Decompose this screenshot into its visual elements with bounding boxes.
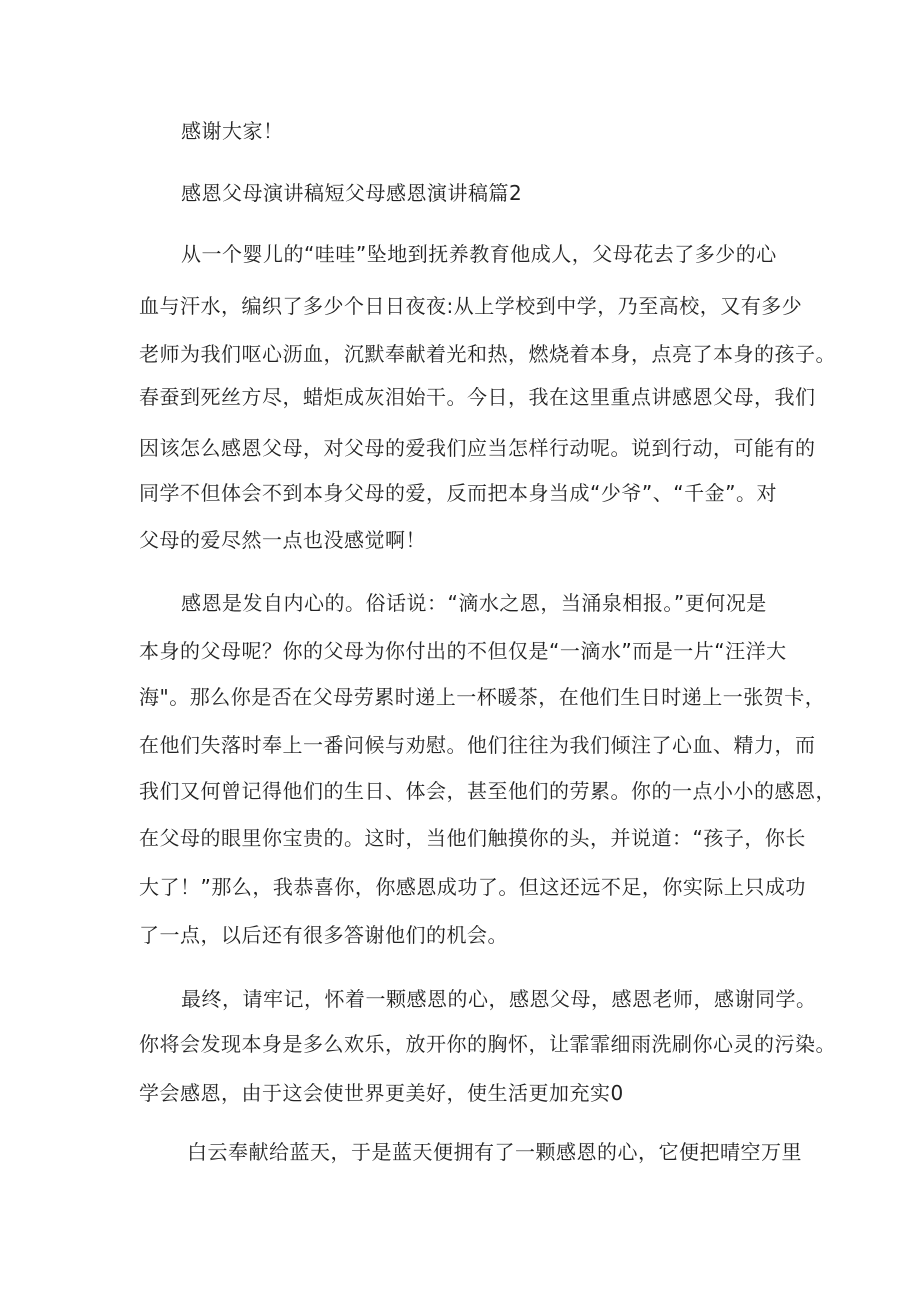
paragraph-2-line-1: 感恩是发自内心的。俗话说：“滴水之恩，当涌泉相报。”更何况是: [181, 591, 767, 615]
paragraph-1-line-2: 血与汗水，编织了多少个日日夜夜:从上学校到中学，乃至高校，又有多少: [139, 294, 803, 318]
paragraph-4-line-1: 白云奉献给蓝天，于是蓝天便拥有了一颗感恩的心，它便把晴空万里: [187, 1140, 802, 1164]
paragraph-2-line-2: 本身的父母呢？你的父母为你付出的不但仅是“一滴水”而是一片“汪洋大: [139, 639, 787, 663]
paragraph-2-line-6: 在父母的眼里你宝贵的。这时，当他们触摸你的头，并说道：“孩子，你长: [139, 826, 806, 850]
section-heading: 感恩父母演讲稿短父母感恩演讲稿篇2: [181, 181, 523, 205]
paragraph-1-line-1: 从一个婴儿的“哇哇”坠地到抚养教育他成人，父母花去了多少的心: [181, 242, 777, 266]
paragraph-3-line-3: 学会感恩，由于这会使世界更美好，使生活更加充实0: [139, 1081, 624, 1105]
paragraph-2-line-3: 海"。那么你是否在父母劳累时递上一杯暖茶，在他们生日时递上一张贺卡，: [139, 685, 826, 709]
closing-line: 感谢大家！: [181, 119, 284, 143]
paragraph-1-line-3: 老师为我们呕心沥血，沉默奉献着光和热，燃烧着本身，点亮了本身的孩子。: [139, 342, 836, 366]
paragraph-1-line-4: 春蚕到死丝方尽，蜡炬成灰泪始干。今日，我在这里重点讲感恩父母，我们: [139, 385, 816, 409]
paragraph-1-line-6: 同学不但体会不到本身父母的爱，反而把本身当成“少爷”、“千金”。对: [139, 481, 777, 505]
paragraph-2-line-7: 大了！”那么，我恭喜你，你感恩成功了。但这还远不足，你实际上只成功: [139, 875, 806, 899]
paragraph-3-line-2: 你将会发现本身是多么欢乐，放开你的胸怀，让霏霏细雨洗刷你心灵的污染。: [139, 1032, 836, 1056]
paragraph-3-line-1: 最终，请牢记，怀着一颗感恩的心，感恩父母，感恩老师，感谢同学。: [181, 987, 817, 1011]
paragraph-2-line-4: 在他们失落时奉上一番问候与劝慰。他们往往为我们倾注了心血、精力，而: [139, 733, 816, 757]
paragraph-2-line-5: 我们又何曾记得他们的生日、体会，甚至他们的劳累。你的一点小小的感恩，: [139, 779, 836, 803]
paragraph-1-line-5: 因该怎么感恩父母，对父母的爱我们应当怎样行动呢。说到行动，可能有的: [139, 436, 816, 460]
paragraph-1-line-7: 父母的爱尽然一点也没感觉啊！: [139, 528, 426, 552]
paragraph-2-line-8: 了一点，以后还有很多答谢他们的机会。: [139, 923, 508, 947]
